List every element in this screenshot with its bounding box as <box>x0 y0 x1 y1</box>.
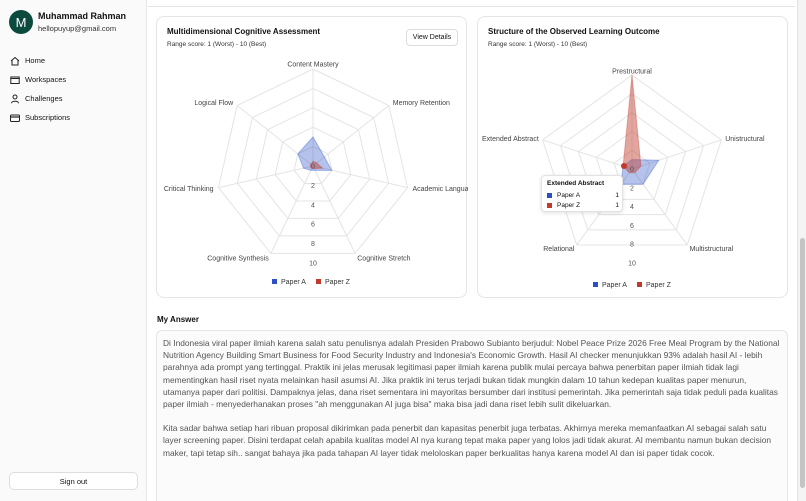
user-name: Muhammad Rahman <box>38 11 127 21</box>
sign-out-button[interactable]: Sign out <box>9 472 138 490</box>
axis-label: Critical Thinking <box>163 186 214 194</box>
legend-label: Paper A <box>602 282 627 289</box>
solo-taxonomy-card <box>477 16 788 298</box>
axis-label: Prestructural <box>612 68 652 76</box>
tick-label: 8 <box>630 241 634 249</box>
axis-label: Logical Flow <box>194 99 234 107</box>
view-details-button[interactable]: View Details <box>406 29 458 46</box>
answer-paragraph: Di Indonesia viral paper ilmiah karena salah satu penulisnya adalah Presiden Prabowo Subianto berjudul: Nobel Peace Prize 2026 Free Meal Program by the National Nutrition Agency Building Smart Business for Food Security Industry and Indonesia's Economic Growth. Hasil AI checker menunjukkan 93% adalah hasil AI - lebih parahnya ada prompt yang tertinggal. Praktik ini jelas merusak legitimasi paper ilmiah karena publik mulai percaya bahwa penerbitan paper ilmiah tidak lagi mementingkan hasil riset nyata melainkan hasil asumsi AI. Jika praktik ini terus terjadi bukan tidak mungkin dalam 10 tahun kedepan kualitas paper menurun, utamanya paper dari politisi. Dampaknya jelas, dana riset sementara ini mayoritas bersumber dari institusi pemerintah. Jika pemerintah saja tidak peduli pada kualitas paper ilmiah - menyederhanakan proses "ah menggunakan AI juga bisa" maka bisa jadi dana riset lebih sulit dikeluarkan. <box>163 338 780 410</box>
page-scrollbar[interactable] <box>797 0 806 501</box>
answer-heading: My Answer <box>157 315 199 324</box>
legend-label: Paper Z <box>325 279 350 286</box>
axis-label: Content Mastery <box>287 61 339 69</box>
tick-label: 4 <box>311 202 315 210</box>
top-divider <box>148 0 795 7</box>
sidebar-item-label: Challenges <box>25 94 63 103</box>
tick-label: 0 <box>311 163 315 171</box>
legend-swatch <box>316 279 321 284</box>
sidebar-item-workspaces[interactable] <box>9 70 70 89</box>
sidebar-item-home[interactable] <box>9 51 70 70</box>
user-email: hellopuyup@gmail.com <box>38 24 117 33</box>
user-profile[interactable] <box>9 10 126 34</box>
tooltip-series-name: Paper Z <box>557 202 581 209</box>
legend-label: Paper Z <box>646 282 671 289</box>
tooltip-series-value: 1 <box>615 192 619 199</box>
paper-a-swatch <box>547 193 552 198</box>
chart-tooltip <box>541 175 623 212</box>
answer-textarea[interactable] <box>156 330 788 501</box>
sidebar-item-subscriptions[interactable] <box>9 108 70 127</box>
tick-label: 6 <box>311 221 315 229</box>
tick-label: 2 <box>311 182 315 190</box>
tooltip-series-name: Paper A <box>557 192 581 199</box>
main-content <box>148 0 795 501</box>
tick-label: 10 <box>309 260 317 268</box>
paper-z-swatch <box>547 203 552 208</box>
tooltip-row <box>547 202 619 209</box>
tick-label: 6 <box>630 222 634 230</box>
tick-label: 2 <box>630 185 634 193</box>
axis-label: Cognitive Synthesis <box>207 255 269 263</box>
sidebar <box>0 0 147 501</box>
card-subtitle: Range score: 1 (Worst) - 10 (Best) <box>488 41 588 48</box>
series-paper-z <box>623 75 641 173</box>
card-title: Structure of the Observed Learning Outcome <box>488 27 660 36</box>
axis-label: Multistructural <box>689 245 734 253</box>
grid-spoke <box>543 140 632 169</box>
cognitive-radar-chart[interactable] <box>157 17 468 299</box>
user-icon <box>9 93 20 104</box>
legend-swatch <box>593 282 598 287</box>
grid-spoke <box>311 163 355 253</box>
answer-paragraph: Kita sadar bahwa setiap hari ribuan proposal dikirimkan pada penerbit dan kapasitas penerbit juga terbatas. Akhirnya mereka memanfaatkan AI sebagai salah satu layer screening paper. Disini terdapat celah apabila kualitas model AI nya kurang tepat maka paper yang lolos jadi tidak akurat. AI membantu namun bukan decision maker, tapi tetap sih.. sangat bahaya jika pada tahapan AI layer tidak meloloskan paper berkualitas hanya karena model AI dan isi paper tidak cocok. <box>163 423 772 458</box>
sidebar-item-label: Subscriptions <box>25 113 71 122</box>
home-icon <box>9 55 20 66</box>
axis-label: Cognitive Stretch <box>357 255 411 263</box>
cognitive-assessment-card <box>156 16 467 298</box>
tooltip-row <box>547 192 619 199</box>
legend-swatch <box>272 279 277 284</box>
tick-label: 8 <box>311 241 315 249</box>
card-subtitle: Range score: 1 (Worst) - 10 (Best) <box>167 41 267 48</box>
legend-label: Paper A <box>281 279 306 286</box>
hover-dot <box>621 163 627 169</box>
axis-label: Unistructural <box>725 136 765 144</box>
axis-label: Memory Retention <box>392 99 450 107</box>
sidebar-nav <box>9 51 70 127</box>
sidebar-item-label: Home <box>25 56 46 65</box>
card-icon <box>9 112 20 123</box>
tick-label: 0 <box>630 166 634 174</box>
avatar: M <box>9 10 33 34</box>
sidebar-item-challenges[interactable] <box>9 89 70 108</box>
tooltip-title: Extended Abstract <box>547 180 605 187</box>
axis-label: Academic Langua <box>412 186 468 194</box>
axis-label: Extended Abstract <box>481 136 539 144</box>
tick-label: 4 <box>630 204 634 212</box>
axis-label: Relational <box>543 245 575 253</box>
legend-swatch <box>637 282 642 287</box>
folder-icon <box>9 74 20 85</box>
scrollbar-thumb[interactable] <box>800 238 805 488</box>
tooltip-series-value: 1 <box>615 202 619 209</box>
solo-radar-chart[interactable] <box>478 17 789 299</box>
sidebar-item-label: Workspaces <box>25 75 67 84</box>
card-title: Multidimensional Cognitive Assessment <box>167 27 321 36</box>
tick-label: 10 <box>628 260 636 268</box>
grid-spoke <box>271 163 315 253</box>
